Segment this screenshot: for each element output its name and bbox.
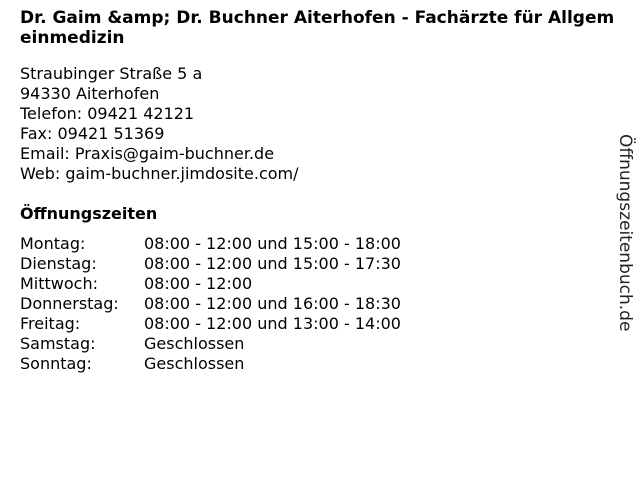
time-value: 08:00 - 12:00 und 16:00 - 18:30	[144, 294, 401, 313]
city-address: 94330 Aiterhofen	[20, 84, 160, 103]
time-value: 08:00 - 12:00 und 15:00 - 17:30	[144, 254, 401, 273]
day-label: Mittwoch:	[20, 274, 98, 293]
fax-number: Fax: 09421 51369	[20, 124, 165, 143]
email-address: Email: Praxis@gaim-buchner.de	[20, 144, 275, 163]
street-address: Straubinger Straße 5 a	[20, 64, 203, 83]
time-value: Geschlossen	[144, 334, 245, 353]
opening-hours-heading: Öffnungszeiten	[20, 204, 158, 223]
day-label: Sonntag:	[20, 354, 92, 373]
day-label: Dienstag:	[20, 254, 97, 273]
day-label: Freitag:	[20, 314, 81, 333]
time-value: 08:00 - 12:00	[144, 274, 253, 293]
day-label: Montag:	[20, 234, 86, 253]
day-label: Donnerstag:	[20, 294, 119, 313]
phone-number: Telefon: 09421 42121	[20, 104, 195, 123]
time-value: 08:00 - 12:00 und 15:00 - 18:00	[144, 234, 401, 253]
time-value: 08:00 - 12:00 und 13:00 - 14:00	[144, 314, 401, 333]
time-value: Geschlossen	[144, 354, 245, 373]
contact-block	[20, 64, 299, 184]
site-watermark: Öffnungszeitenbuch.de	[615, 134, 635, 332]
day-label: Samstag:	[20, 334, 96, 353]
website-address: Web: gaim-buchner.jimdosite.com/	[20, 164, 299, 183]
business-title: Dr. Gaim &amp; Dr. Buchner Aiterhofen - Fachärzte für Allgemeinmedizin	[20, 8, 615, 48]
